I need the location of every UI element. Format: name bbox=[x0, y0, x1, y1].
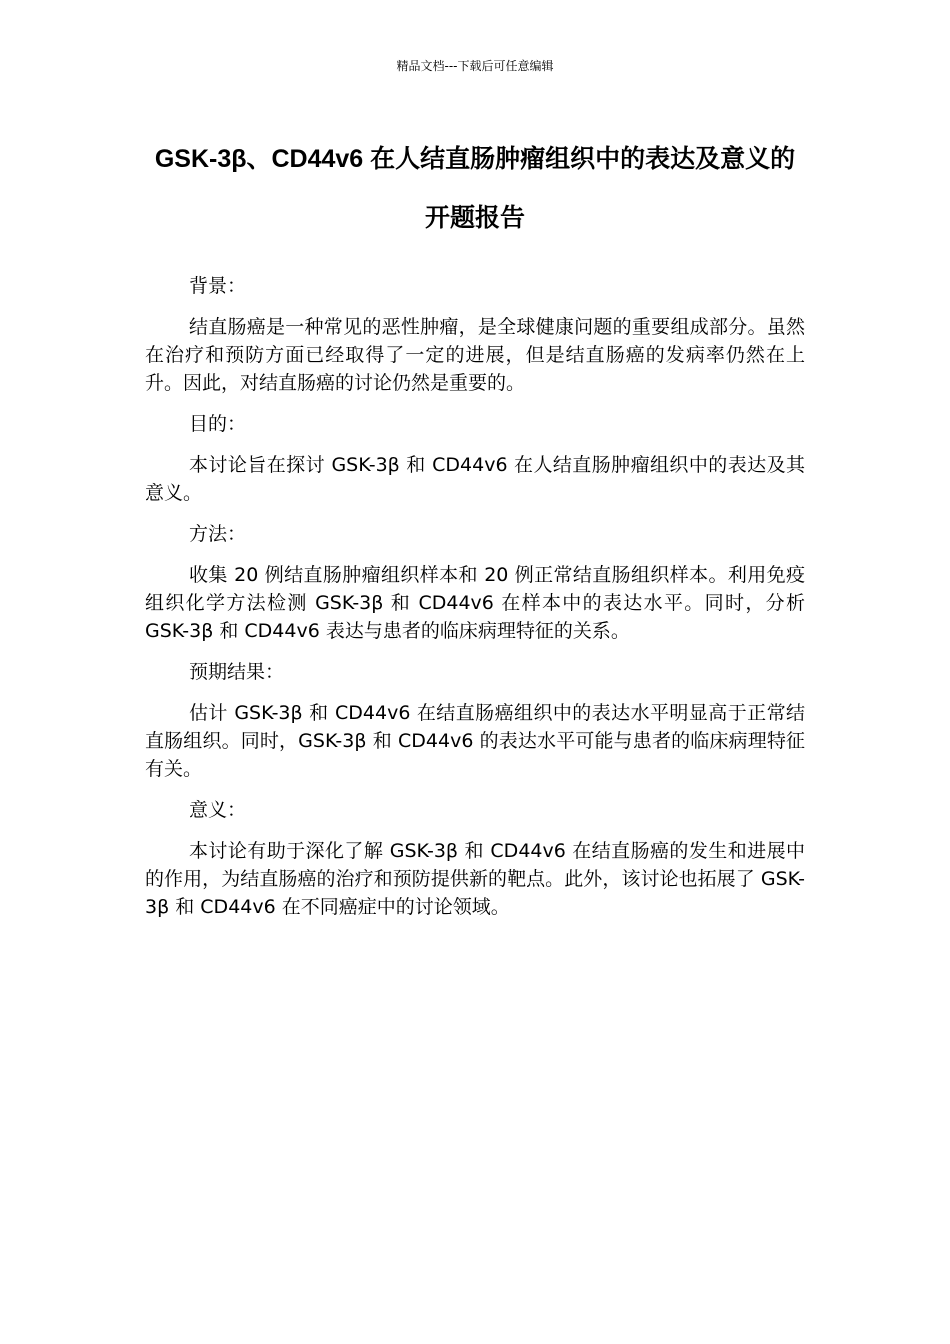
section-text-method: 收集 20 例结直肠肿瘤组织样本和 20 例正常结直肠组织样本。利用免疫组织化学方法检测 GSK-3β 和 CD44v6 在样本中的表达水平。同时，分析 GSK-3β 和 CD44v6 表达与患者的临床病理特征的关系。 bbox=[145, 564, 805, 642]
section-label-background: 背景： bbox=[189, 275, 247, 297]
page-header-note: 精品文档---下载后可任意编辑 bbox=[396, 59, 554, 73]
document-body bbox=[145, 272, 805, 934]
section-purpose bbox=[145, 410, 805, 507]
section-significance bbox=[145, 796, 805, 921]
section-label-expected-results: 预期结果： bbox=[189, 661, 285, 683]
section-text-expected-results: 估计 GSK-3β 和 CD44v6 在结直肠癌组织中的表达水平明显高于正常结直肠组织。同时，GSK-3β 和 CD44v6 的表达水平可能与患者的临床病理特征有关。 bbox=[145, 702, 805, 780]
section-method bbox=[145, 520, 805, 645]
section-background bbox=[145, 272, 805, 397]
document-title: GSK-3β、CD44v6 在人结直肠肿瘤组织中的表达及意义的开题报告 bbox=[154, 145, 796, 232]
section-text-significance: 本讨论有助于深化了解 GSK-3β 和 CD44v6 在结直肠癌的发生和进展中的作用，为结直肠癌的治疗和预防提供新的靶点。此外，该讨论也拓展了 GSK-3β 和 CD44v6 在不同癌症中的讨论领域。 bbox=[145, 840, 805, 918]
section-text-purpose: 本讨论旨在探讨 GSK-3β 和 CD44v6 在人结直肠肿瘤组织中的表达及其意义。 bbox=[145, 454, 805, 504]
section-label-purpose: 目的： bbox=[189, 413, 247, 435]
section-label-method: 方法： bbox=[189, 523, 247, 545]
section-label-significance: 意义： bbox=[189, 799, 247, 821]
section-text-background: 结直肠癌是一种常见的恶性肿瘤，是全球健康问题的重要组成部分。虽然在治疗和预防方面已经取得了一定的进展，但是结直肠癌的发病率仍然在上升。因此，对结直肠癌的讨论仍然是重要的。 bbox=[145, 316, 805, 394]
section-expected-results bbox=[145, 658, 805, 783]
